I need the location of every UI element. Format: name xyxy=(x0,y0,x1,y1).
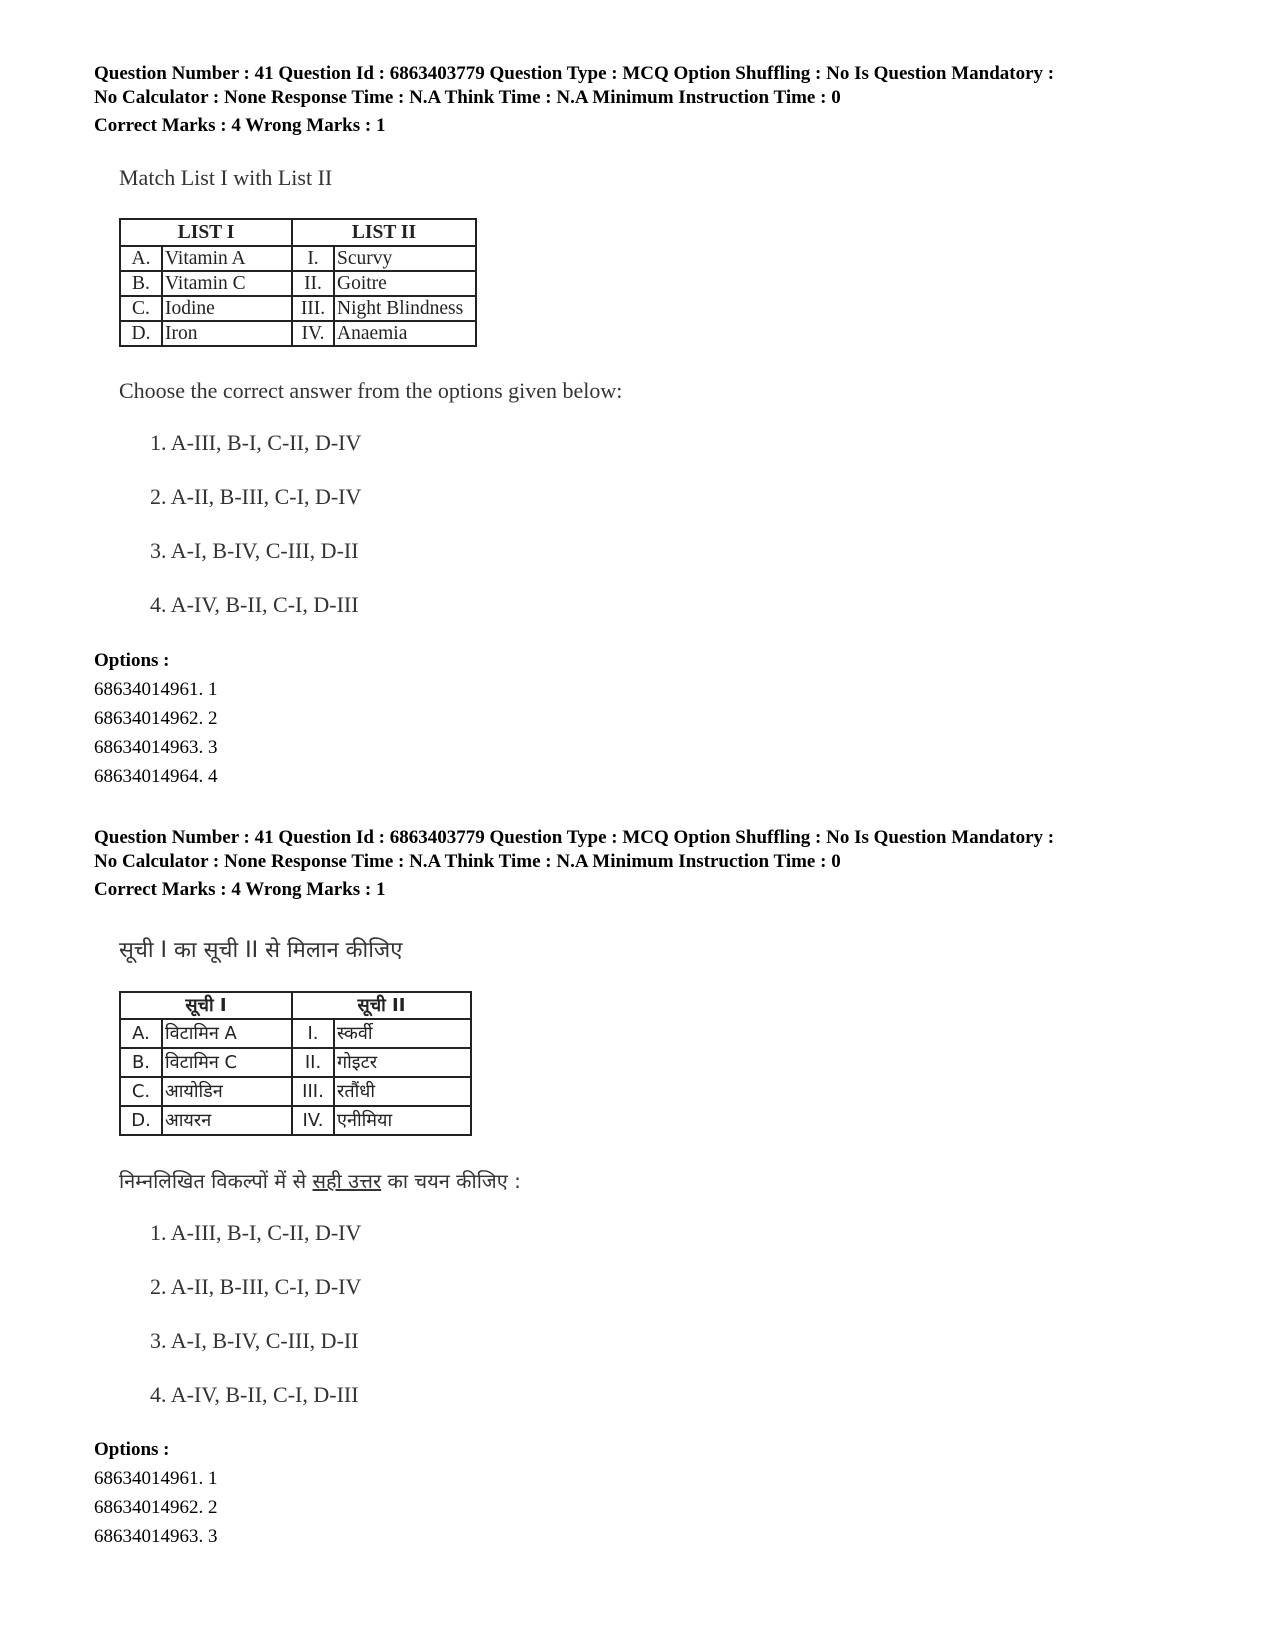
row-key: A. xyxy=(120,1019,162,1048)
option-item: 68634014962. 2 xyxy=(94,1497,218,1518)
answer-choice: 1. A-III, B-I, C-II, D-IV xyxy=(150,1220,362,1245)
answer-choice: 3. A-I, B-IV, C-III, D-II xyxy=(150,1328,359,1353)
table-row xyxy=(120,1019,471,1048)
table-row xyxy=(120,1106,471,1135)
row-value: एनीमिया xyxy=(334,1106,471,1135)
table-row xyxy=(120,271,476,296)
row-value: गोइटर xyxy=(334,1048,471,1077)
table-row xyxy=(120,1048,471,1077)
row-value: Iodine xyxy=(162,296,292,321)
row-key: IV. xyxy=(292,1106,334,1135)
row-value: Vitamin A xyxy=(162,246,292,271)
table-row xyxy=(120,321,476,346)
answer-instruction: Choose the correct answer from the options given below: xyxy=(119,378,623,403)
match-table xyxy=(119,218,477,347)
row-key: II. xyxy=(292,1048,334,1077)
row-key: B. xyxy=(120,271,162,296)
row-key: C. xyxy=(120,1077,162,1106)
table-row xyxy=(120,1077,471,1106)
instruction-emphasis: सही उत्तर xyxy=(312,1169,382,1193)
row-key: A. xyxy=(120,246,162,271)
row-value: Vitamin C xyxy=(162,271,292,296)
options-heading: Options : xyxy=(94,1439,170,1460)
option-item: 68634014964. 4 xyxy=(94,766,218,787)
list-2-header: LIST II xyxy=(292,219,476,246)
row-value: विटामिन A xyxy=(162,1019,292,1048)
options-list xyxy=(94,646,218,791)
question-metadata xyxy=(94,62,1234,138)
row-value: Scurvy xyxy=(334,246,476,271)
question-metadata xyxy=(94,826,1234,902)
row-value: Night Blindness xyxy=(334,296,476,321)
question-prompt: सूची I का सूची II से मिलान कीजिए xyxy=(119,938,403,963)
row-key: D. xyxy=(120,1106,162,1135)
table-row xyxy=(120,246,476,271)
option-item: 68634014963. 3 xyxy=(94,1526,218,1547)
instruction-text: निम्नलिखित विकल्पों में से xyxy=(119,1169,313,1193)
answer-choice: 2. A-II, B-III, C-I, D-IV xyxy=(150,484,362,509)
row-value: विटामिन C xyxy=(162,1048,292,1077)
meta-line: Question Number : 41 Question Id : 6863403779 Question Type : MCQ Option Shuffling : No Is Question Mandatory : xyxy=(94,63,1055,84)
row-value: आयरन xyxy=(162,1106,292,1135)
meta-line: Question Number : 41 Question Id : 6863403779 Question Type : MCQ Option Shuffling : No Is Question Mandatory : xyxy=(94,827,1055,848)
row-value: Anaemia xyxy=(334,321,476,346)
meta-line: No Calculator : None Response Time : N.A Think Time : N.A Minimum Instruction Time : 0 xyxy=(94,87,841,108)
marks-line: Correct Marks : 4 Wrong Marks : 1 xyxy=(94,115,386,136)
answer-instruction xyxy=(119,1167,521,1194)
row-key: IV. xyxy=(292,321,334,346)
row-key: III. xyxy=(292,296,334,321)
row-value: स्कर्वी xyxy=(334,1019,471,1048)
row-key: D. xyxy=(120,321,162,346)
instruction-text: का चयन कीजिए : xyxy=(381,1169,521,1193)
row-key: II. xyxy=(292,271,334,296)
row-value: Iron xyxy=(162,321,292,346)
answer-choice: 4. A-IV, B-II, C-I, D-III xyxy=(150,1382,359,1407)
row-value: Goitre xyxy=(334,271,476,296)
answer-choice: 1. A-III, B-I, C-II, D-IV xyxy=(150,430,362,455)
list-1-header: सूची I xyxy=(120,992,292,1019)
options-list xyxy=(94,1435,218,1551)
answer-choice: 3. A-I, B-IV, C-III, D-II xyxy=(150,538,359,563)
table-row xyxy=(120,296,476,321)
match-table xyxy=(119,991,472,1136)
meta-line: No Calculator : None Response Time : N.A Think Time : N.A Minimum Instruction Time : 0 xyxy=(94,851,841,872)
marks-line: Correct Marks : 4 Wrong Marks : 1 xyxy=(94,879,386,900)
row-value: आयोडिन xyxy=(162,1077,292,1106)
list-2-header: सूची II xyxy=(292,992,471,1019)
row-key: I. xyxy=(292,246,334,271)
list-1-header: LIST I xyxy=(120,219,292,246)
question-prompt: Match List I with List II xyxy=(119,165,333,190)
row-key: C. xyxy=(120,296,162,321)
option-item: 68634014961. 1 xyxy=(94,1468,218,1489)
option-item: 68634014963. 3 xyxy=(94,737,218,758)
row-value: रतौंधी xyxy=(334,1077,471,1106)
option-item: 68634014962. 2 xyxy=(94,708,218,729)
row-key: B. xyxy=(120,1048,162,1077)
answer-choice: 2. A-II, B-III, C-I, D-IV xyxy=(150,1274,362,1299)
row-key: I. xyxy=(292,1019,334,1048)
option-item: 68634014961. 1 xyxy=(94,679,218,700)
row-key: III. xyxy=(292,1077,334,1106)
options-heading: Options : xyxy=(94,650,170,671)
answer-choice: 4. A-IV, B-II, C-I, D-III xyxy=(150,592,359,617)
